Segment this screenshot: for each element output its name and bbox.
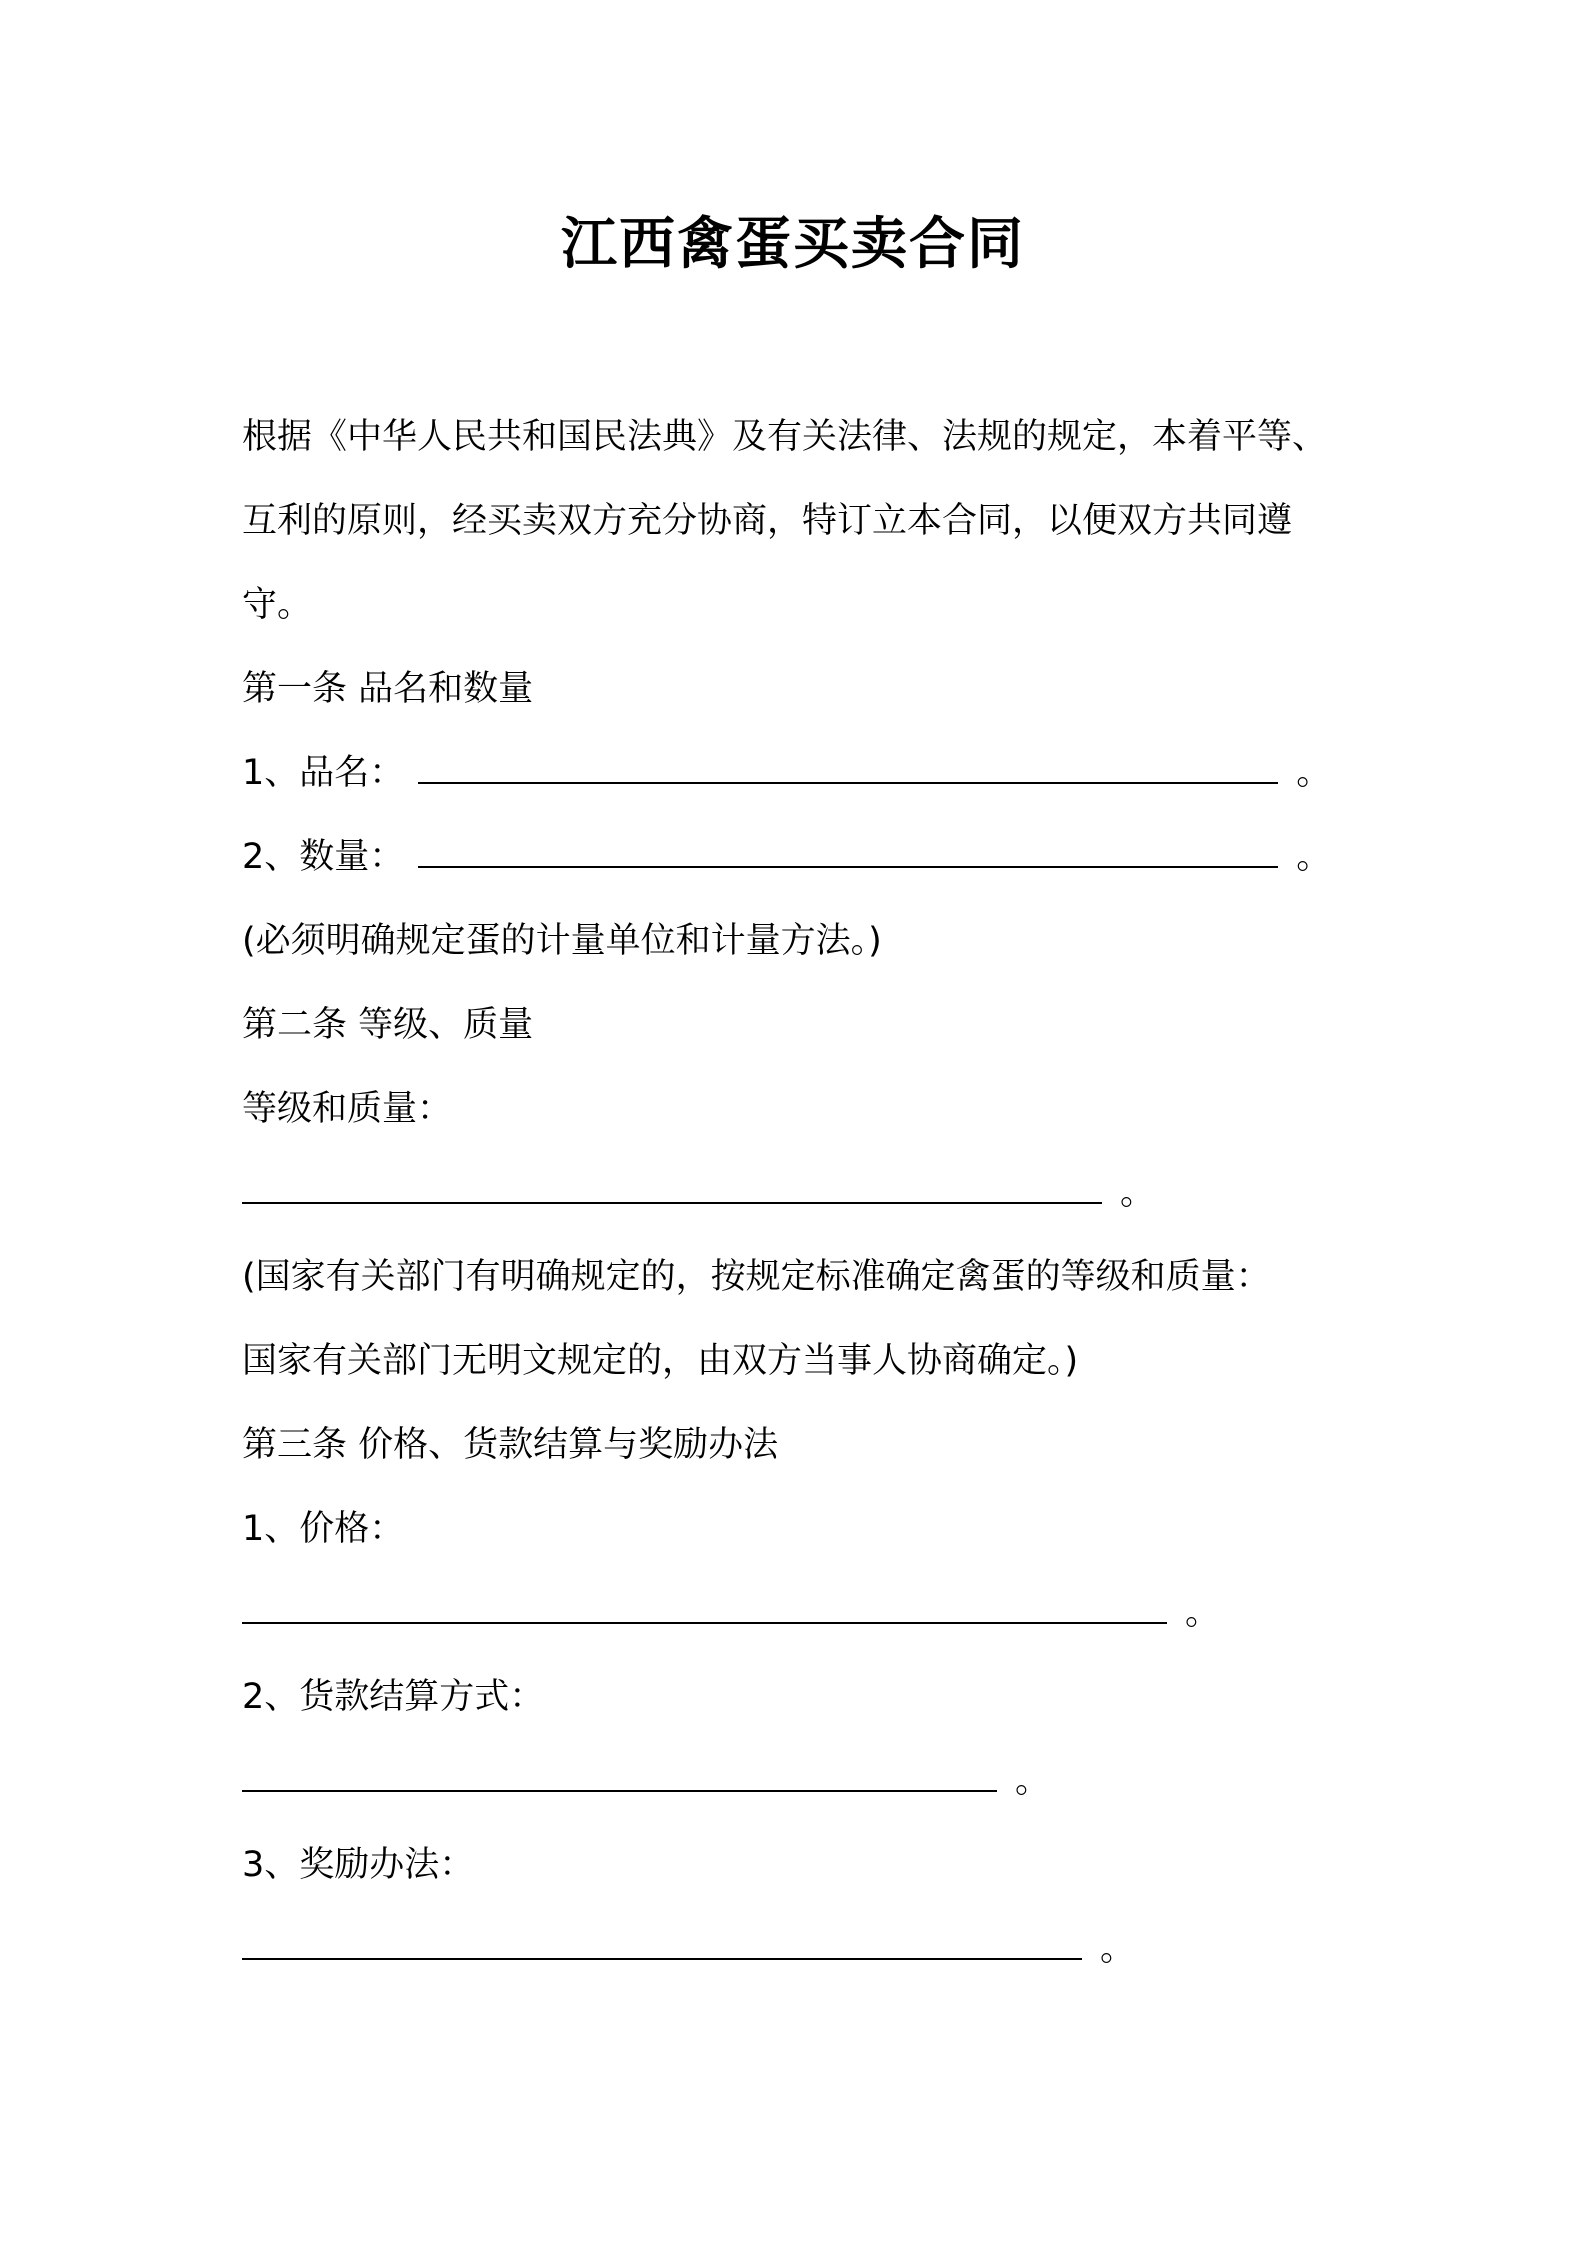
reward-method-blank[interactable] — [242, 1924, 1082, 1960]
end-mark: 。 — [1296, 753, 1332, 793]
reward-method-label: 3、奖励办法： — [242, 1845, 475, 1885]
grade-quality-blank[interactable] — [242, 1168, 1102, 1204]
grade-quality-row — [242, 1168, 1155, 1218]
article-2-note-line-1: (国家有关部门有明确规定的，按规定标准确定禽蛋的等级和质量： — [242, 1257, 1271, 1297]
article-1-note: (必须明确规定蛋的计量单位和计量方法。) — [242, 921, 882, 961]
intro-line-1: 根据《中华人民共和国民法典》及有关法律、法规的规定，本着平等、 — [242, 417, 1328, 457]
product-name-row — [242, 748, 1331, 798]
payment-method-label: 2、货款结算方式： — [242, 1677, 545, 1717]
payment-method-blank[interactable] — [242, 1756, 997, 1792]
end-mark: 。 — [1100, 1929, 1136, 1969]
quantity-row — [242, 832, 1331, 882]
product-name-blank[interactable] — [418, 748, 1278, 784]
payment-method-row — [242, 1756, 1050, 1806]
intro-line-2: 互利的原则，经买卖双方充分协商，特订立本合同，以便双方共同遵 — [242, 501, 1293, 541]
price-blank[interactable] — [242, 1588, 1167, 1624]
article-1-heading: 第一条 品名和数量 — [242, 669, 534, 709]
grade-quality-label: 等级和质量： — [242, 1089, 453, 1129]
product-name-label: 1、品名： — [242, 753, 405, 793]
end-mark: 。 — [1015, 1761, 1051, 1801]
end-mark: 。 — [1185, 1593, 1221, 1633]
reward-method-row — [242, 1924, 1135, 1974]
end-mark: 。 — [1296, 837, 1332, 877]
page-title: 江西禽蛋买卖合同 — [561, 212, 1025, 277]
intro-line-3: 守。 — [242, 585, 313, 625]
end-mark: 。 — [1120, 1173, 1156, 1213]
price-row — [242, 1588, 1220, 1638]
quantity-blank[interactable] — [418, 832, 1278, 868]
article-3-heading: 第三条 价格、货款结算与奖励办法 — [242, 1425, 779, 1465]
article-2-heading: 第二条 等级、质量 — [242, 1005, 534, 1045]
price-label: 1、价格： — [242, 1509, 405, 1549]
article-2-note-line-2: 国家有关部门无明文规定的，由双方当事人协商确定。) — [242, 1341, 1079, 1381]
quantity-label: 2、数量： — [242, 837, 405, 877]
